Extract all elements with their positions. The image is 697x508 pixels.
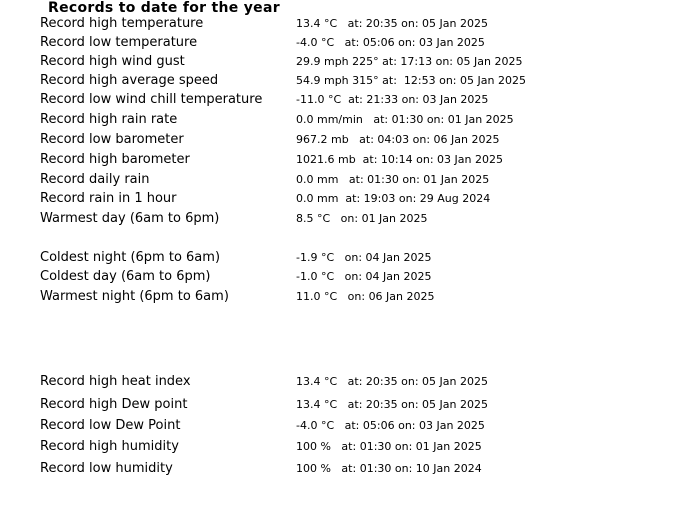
record-label: Coldest day (6am to 6pm) — [40, 269, 211, 284]
record-label: Warmest day (6am to 6pm) — [40, 211, 220, 226]
record-label: Record low Dew Point — [40, 418, 181, 433]
record-value: 100 % at: 01:30 on: 01 Jan 2025 — [296, 440, 482, 453]
record-row-low-humidity — [0, 461, 697, 481]
record-value: 0.0 mm at: 19:03 on: 29 Aug 2024 — [296, 192, 491, 205]
record-label: Record low humidity — [40, 461, 173, 476]
record-row-rain-1-hour — [0, 191, 697, 211]
record-value: -1.0 °C on: 04 Jan 2025 — [296, 270, 432, 283]
record-value: 54.9 mph 315° at: 12:53 on: 05 Jan 2025 — [296, 74, 526, 87]
record-label: Record high average speed — [40, 73, 219, 88]
record-row-high-temperature — [0, 16, 697, 36]
record-row-warmest-night — [0, 289, 697, 309]
record-value: 100 % at: 01:30 on: 10 Jan 2024 — [296, 462, 482, 475]
record-row-warmest-day — [0, 211, 697, 231]
record-label: Record low barometer — [40, 132, 184, 147]
record-label: Record daily rain — [40, 172, 150, 187]
record-value: 13.4 °C at: 20:35 on: 05 Jan 2025 — [296, 17, 488, 30]
record-value: 1021.6 mb at: 10:14 on: 03 Jan 2025 — [296, 153, 503, 166]
record-label: Warmest night (6pm to 6am) — [40, 289, 229, 304]
record-label: Record high humidity — [40, 439, 179, 454]
record-value: 967.2 mb at: 04:03 on: 06 Jan 2025 — [296, 133, 500, 146]
record-row-high-average-speed — [0, 73, 697, 93]
record-row-coldest-day — [0, 269, 697, 289]
record-row-high-heat-index — [0, 374, 697, 394]
record-row-daily-rain — [0, 172, 697, 192]
record-label: Record low wind chill temperature — [40, 92, 263, 107]
record-row-coldest-night — [0, 250, 697, 270]
record-label: Record high Dew point — [40, 397, 188, 412]
page-title: Records to date for the year — [48, 0, 280, 16]
record-value: 0.0 mm at: 01:30 on: 01 Jan 2025 — [296, 173, 490, 186]
record-value: 13.4 °C at: 20:35 on: 05 Jan 2025 — [296, 398, 488, 411]
record-value: -11.0 °C at: 21:33 on: 03 Jan 2025 — [296, 93, 489, 106]
record-label: Record high barometer — [40, 152, 190, 167]
record-row-high-humidity — [0, 439, 697, 459]
record-label: Record rain in 1 hour — [40, 191, 177, 206]
record-label: Record high rain rate — [40, 112, 178, 127]
record-label: Record high wind gust — [40, 54, 185, 69]
record-value: 11.0 °C on: 06 Jan 2025 — [296, 290, 435, 303]
record-row-high-dew-point — [0, 397, 697, 417]
record-label: Record high heat index — [40, 374, 191, 389]
record-value: -4.0 °C at: 05:06 on: 03 Jan 2025 — [296, 36, 485, 49]
record-row-high-barometer — [0, 152, 697, 172]
record-value: 29.9 mph 225° at: 17:13 on: 05 Jan 2025 — [296, 55, 523, 68]
record-row-low-wind-chill — [0, 92, 697, 112]
record-label: Record high temperature — [40, 16, 204, 31]
record-row-high-wind-gust — [0, 54, 697, 74]
record-label: Record low temperature — [40, 35, 198, 50]
record-value: 8.5 °C on: 01 Jan 2025 — [296, 212, 428, 225]
record-value: 0.0 mm/min at: 01:30 on: 01 Jan 2025 — [296, 113, 514, 126]
record-label: Coldest night (6pm to 6am) — [40, 250, 221, 265]
record-row-low-barometer — [0, 132, 697, 152]
record-row-low-temperature — [0, 35, 697, 55]
record-value: -1.9 °C on: 04 Jan 2025 — [296, 251, 432, 264]
record-value: 13.4 °C at: 20:35 on: 05 Jan 2025 — [296, 375, 488, 388]
record-row-low-dew-point — [0, 418, 697, 438]
record-row-high-rain-rate — [0, 112, 697, 132]
record-value: -4.0 °C at: 05:06 on: 03 Jan 2025 — [296, 419, 485, 432]
